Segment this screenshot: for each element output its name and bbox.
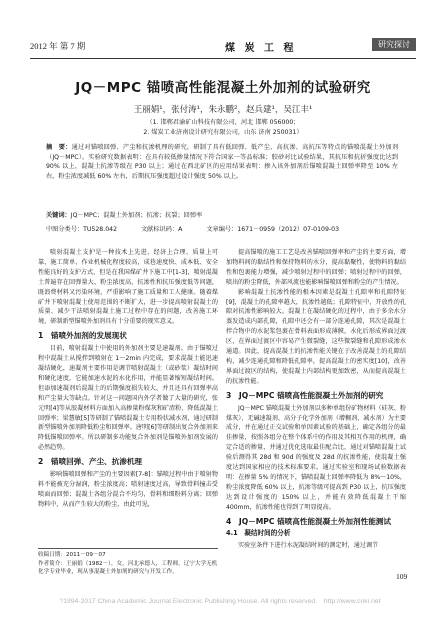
section-3-heading: 3 JQ－MPC 锚喷高性能混凝土外加剂的研究 [226,390,384,400]
author-bio: 作者简介：王丽娟（1982－），女，河北承德人，工程师，辽宁大学无机化学专业毕业，现从事混凝土外加剂的研究与开发工作。 [38,560,218,575]
footnote [38,548,218,577]
page-number: 109 [396,572,408,581]
keywords-label: 关键词： [46,212,71,219]
received-date: 收稿日期：2011－09－07 [38,552,106,558]
keywords [46,210,398,219]
mechanism-paragraph: 提高锚喷的施工工艺是改善锚喷回弹率和产尘的主要方面，增加物料间的黏结性和保持物料的水分，提高黏聚性，使物料的黏结性和包裹能力增强，减少喷射过程中的回弹；喷射过程中的回弹，喷出的粉尘降低，外部风流也能影响锚喷回弹和粉尘的产生情况。 [226,249,406,286]
classification-line [46,224,398,233]
article-title: JQ－MPC 锚喷高性能混凝土外加剂的试验研究 [75,80,371,96]
header-divider [30,58,416,59]
article-number: 文章编号：1671－0959（2012）07-0109-03 [206,226,340,233]
author-list: 王丽娟¹，张付涛¹，朱永鹏²，赵兵建¹，吴江丰¹ [133,105,313,115]
section-1-heading: 1 锚喷外加剂的发展现状 [38,331,127,341]
section-4-1-paragraph: 实验室条件下进行水泥凝结时间的测定时，通过调节 [238,542,379,550]
section-4-1-heading: 4.1 凝结时间的分析 [226,529,291,538]
affiliation-1: （1. 邯郸君渝矿山科技有限公司，河北 邯郸 056000； [146,119,300,126]
left-column [38,248,218,510]
right-column [226,248,406,551]
running-header [30,40,416,54]
abstract-label: 摘 要： [46,144,72,151]
section-2-heading: 2 锚喷回弹、产尘、抗渗机理 [38,457,143,467]
section-1-paragraph: 目前，喷射混凝土中使用的外加剂主要是速凝剂。由于锚喷过程中混凝土从搅拌到喷射在 1～2min 内完成，要求混凝土能迅速凝结硬化，速凝剂主要作用是调节喷射混凝土（或砂浆）凝结时间和硬化速度，它能加速水泥的水化作用，并能显著缩短凝结时间。但添加速凝剂后混凝土的后期强度损失较大，并且还具有回弹率高和产尘量大等缺点。针对这一问题国内外学者做了大量的研究，张元明[4]等从胶凝材料方面加入高掺量粉煤灰和矿渣粉，降低混凝土回弹率；梁慧敏[5]等研制了锚喷混凝土专用粉状减水剂，通过研制新型锚喷外加剂降低粉尘和回弹率。唐明[6]等研制出复合外加剂来降低锚喷回弹率。所以研制多功能复合外加剂是锚喷外加剂发展的必然趋势。 [38,345,218,452]
document-code: 文献标识码：A [141,226,183,233]
abstract [46,143,398,181]
permeability-paragraph: 影响混凝土抗渗性能的根本因素是混凝土孔隙率和孔隙特征[9]，混凝土的孔隙率越大，抗渗性越低；孔隙特征中，开放性的孔隙对抗渗性影响较大。混凝土在凝结硬化的过程中，由于多余水分蒸发造成内部孔隙，孔隙中还会有一部分连通孔隙，其次是混凝土拌合物中的水泥浆包裹在骨料表面形成薄膜，水化后形成界面过渡区，在界面过渡区中容易产生微裂缝，这些微裂缝和孔隙形成渗水通道。因此，提高混凝土的抗渗性能关键在于改善混凝土的孔隙结构，减少连通孔隙和降低孔隙率，提高混凝土的密实度[10]，改善界面过渡区的结构，使混凝土内部结构更加致密，从而提高混凝土的抗渗性能。 [226,288,406,385]
abstract-text: 通过对锚喷回弹、产尘和抗渗机理的研究，研制了具有低回弹、低产尘、高抗渗、高抗压等特点的锚喷混凝土外加剂（JQ－MPC）。实验研究数据表明：在具有较低掺量情况下符合国家一等品标准；胶砂对比试验结果，其抗压和抗折强度比达到 90% 以上，混凝土抗渗等级在 P30 以上；通过在西北矿区的应用结果表明：掺入该外加剂后锚喷混凝土回弹率降至 10% 左右，粉尘浓度减低 60% 左右，后期抗压强度超过设计强度 50% 以上。 [46,144,399,180]
issue-label: 2012 年 第 7 期 [30,41,86,51]
section-2-paragraph: 影响锚喷回弹和产尘的主要因素[7-8]：锚喷过程中由于喷射物料不能被充分湿润，粉尘浓度高；喷射速度过高，导致骨料撞击受喷面而回弹；混凝土各组分混合不均匀，骨料和细粉料分离；回弹物料中，从而产生较大的粉尘，由此可见， [38,471,218,508]
section-tag: 研究探讨 [372,38,416,51]
copyright-watermark: ?1994-2017 China Academic Journal Electronic Publishing House. All rights reserved. http://www.cnki.net [59,598,381,605]
section-4-heading: 4 JQ－MPC 锚喷高性能混凝土外加剂性能测试 [226,516,391,526]
clc-number: 中图分类号：TU528.042 [46,226,118,233]
section-3-paragraph: JQ－MPC 锚喷混凝土外加剂以多种单组份矿物材料（硅灰、粉煤灰）、无碱速凝剂、高分子化学外加剂（增稠剂、减水剂）为主要成分，并在通过正交试验和单因素试验的基础上，确定各组分的最佳掺量，按照各组分在整个体系中的作用及其相互作用的机理，确定合适的掺量，并通过优化选取最佳配合比，通过对锚喷混凝土试验后测得其 28d 和 90d 的强度及 28d 的抗渗性能，使混凝土强度达到国家相应的技术标准要求。通过实验室和现场试验数据表明：在掺量 5% 的情况下，锚喷混凝土回弹率降低为 8%～10%，粉尘浓度降低 60% 以上，抗渗等级可提高到 P30 以上，抗压强度达到设计强度的 150% 以上，并能有效降低混凝土干缩 400mm，抗渗性能也得到了明显提高。 [226,404,406,511]
affiliation-2: 2. 煤炭工业济南设计研究有限公司，山东 济南 250031） [143,129,303,136]
journal-name: 煤 炭 工 程 [225,43,297,54]
intro-paragraph: 喷射混凝土支护是一种技术上先进、经济上合理、质量上可靠、施工简单、作业机械化程度较高，成巷速度快、成本低、安全性能良好的支护方式，但是在我国煤矿井下施工中[1-3]，喷射混凝土普遍存在回弹量大、粉尘浓度高、抗渗性和抗压强度低等问题，既浪费材料又污染环境，严重影响了施工质量和工人健康。随着煤矿井下喷射混凝土使用范围的不断扩大，进一步提高喷射混凝土的质量、减少干法喷射混凝土施工过程中存在的问题，改善施工环境，研制新型锚喷外加剂具有十分重要的现实意义。 [38,249,218,326]
keywords-text: JQ－MPC；混凝土外加剂；抗渗；抗裂；回弹率 [70,212,203,219]
